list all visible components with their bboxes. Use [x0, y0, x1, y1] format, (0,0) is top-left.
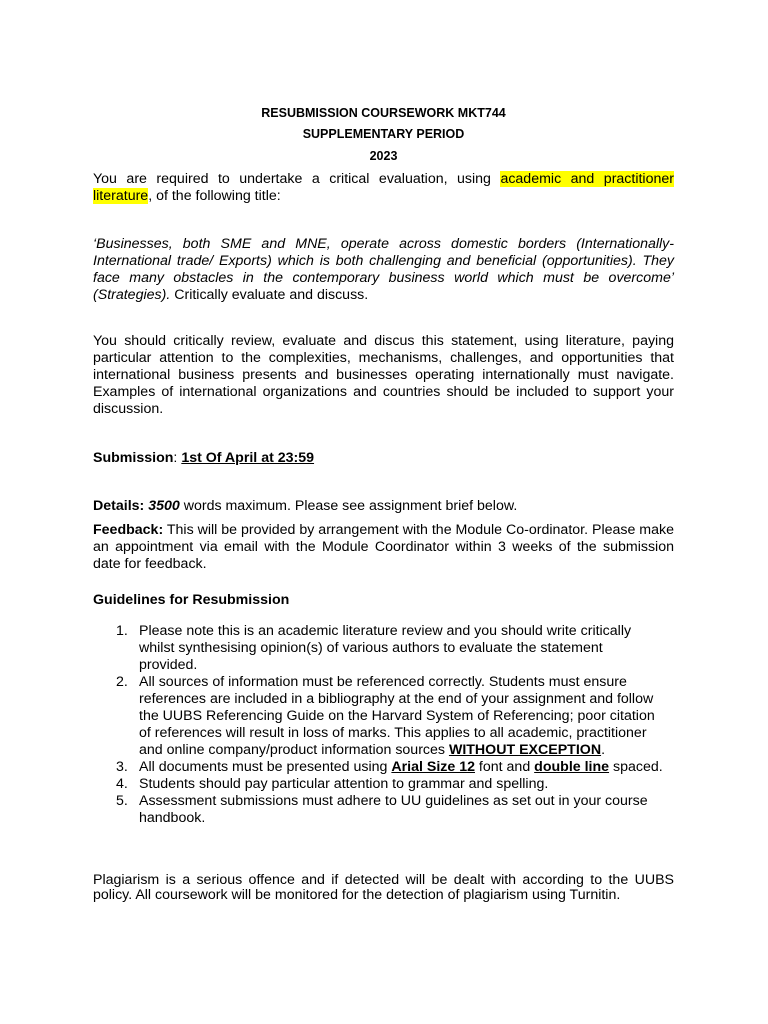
plagiarism-paragraph: Plagiarism is a serious offence and if detected will be dealt with according to the UUBS policy. All coursework will be monitored for the detection of plagiarism using Turnitin.: [93, 872, 674, 903]
list-item: 2. All sources of information must be referenced correctly. Students must ensure references are included in a bibliography at the end of your assignment and follow the UUBS Referencing Guide on the Harvard System of Referencing; poor citation of references will result in loss of marks. This applies to all academic, practitioner and online company/product information sources WITHOUT EXCEPTION.: [116, 674, 655, 758]
without-exception-emphasis: WITHOUT EXCEPTION: [448, 742, 602, 758]
details-label: Details:: [93, 498, 145, 514]
feedback-label: Feedback:: [93, 522, 164, 538]
highlighted-text: academic and practitioner literature: [93, 171, 674, 204]
submission-label: Submission: [93, 450, 174, 466]
word-count: 3500: [148, 498, 180, 514]
feedback-paragraph: [93, 522, 674, 573]
list-item: 4. Students should pay particular attention to grammar and spelling.: [116, 776, 549, 792]
document-year: 2023: [369, 149, 398, 163]
intro-text: You are required to undertake a critical evaluation, using: [93, 171, 501, 187]
details-text: words maximum. Please see assignment brief below.: [179, 498, 518, 514]
font-size-emphasis: Arial Size 12: [391, 759, 475, 775]
intro-paragraph: [93, 171, 674, 205]
document-period: SUPPLEMENTARY PERIOD: [302, 127, 465, 141]
submission-line: [93, 450, 674, 467]
list-item: 5. Assessment submissions must adhere to UU guidelines as set out in your course handbook.: [116, 793, 648, 826]
quote-italic: ‘Businesses, both SME and MNE, operate across domestic borders (Internationally-International trade/ Exports) which is both challenging and beneficial (opportunities). They face many obstacles in the contemporary business world which must be overcome’ (Strategies).: [93, 236, 674, 303]
intro-text-end: , of the following title:: [148, 188, 281, 204]
list-item: 1. Please note this is an academic literature review and you should write critically whilst synthesising opinion(s) of various authors to evaluate the statement provided.: [116, 623, 632, 673]
details-line: [93, 498, 674, 515]
essay-title-quote: [93, 236, 674, 304]
submission-sep: :: [173, 450, 182, 466]
review-paragraph: You should critically review, evaluate and discus this statement, using literature, paying particular attention to the complexities, mechanisms, challenges, and opportunities that international business presents and businesses operating internationally must navigate. Examples of international organizations and countries should be included to support your discussion.: [93, 333, 674, 417]
feedback-text: This will be provided by arrangement with the Module Co-ordinator. Please make an appointment via email with the Module Coordinator within 3 weeks of the submission date for feedback.: [93, 522, 674, 572]
list-item: 3. All documents must be presented using Arial Size 12 font and double line spaced.: [116, 759, 663, 775]
guidelines-list: [93, 623, 674, 827]
double-line-emphasis: double line: [534, 759, 610, 775]
submission-date: 1st Of April at 23:59: [181, 450, 315, 466]
guidelines-heading: Guidelines for Resubmission: [93, 592, 290, 608]
document-title: RESUBMISSION COURSEWORK MKT744: [261, 106, 506, 120]
quote-instruction: Critically evaluate and discuss.: [170, 287, 369, 303]
